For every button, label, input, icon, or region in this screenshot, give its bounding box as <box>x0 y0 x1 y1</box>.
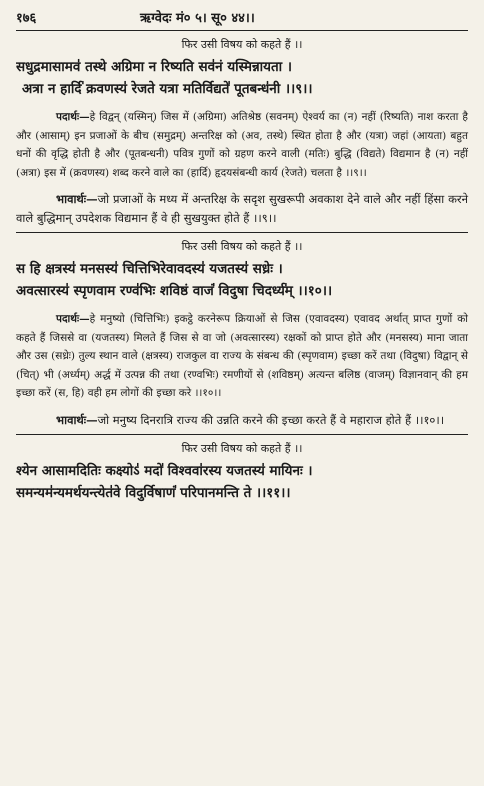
padartha-paragraph <box>16 108 468 182</box>
section-rule <box>16 434 468 435</box>
mantra-line: श्येन आसामदितिः कक्ष्योऽ॑ मदो॑ विश्ववा॑रस्य यजतस्य॑ मायिनः । <box>16 462 313 479</box>
mantra-line: अवत्सारस्य॑ स्पृणवाम रण्व॑भिः शविष्ठं वाजं॑ विदुषा चिदर्ध्य॑म् ।।१०।। <box>16 283 333 299</box>
padartha-text: हे विद्वन् (यस्मिन्) जिस में (अग्रिमा) अतिश्रेष्ठ (सवनम्) ऐश्वर्य का (न) नहीं (रिष्यति) नाश करता है और (आसाम्) इन प्रजाओं के बीच (समुद्रम्) अन्तरिक्ष को (अव, तस्थे) स्थित होता है और (यत्रा) जहां (आयता) बहुत धनों की वृद्धि होती है और (पूतबन्धनी) पवित्र गुणों को ग्रहण करने वाली (मतिः) बुद्धि (विद्यते) विद्यमान है (न) नहीं (अत्रा) इस में (क्रवणस्य) शब्द करने वाले का (हार्दि) हृदयसंबन्धी कार्य (रेजते) चलता है ।।९।। <box>16 111 468 179</box>
padartha-paragraph <box>16 310 468 403</box>
mantra-line: सधुद्रमासामव॑ तस्थे अग्रिमा न रिष्यति सव॑नं यस्मिन्नायता । <box>16 59 292 75</box>
header-rule <box>16 30 468 31</box>
bhavartha-label: भावार्थः— <box>56 412 98 427</box>
section-rule <box>16 232 468 233</box>
section-heading: फिर उसी विषय को कहते हैं ।। <box>181 441 303 455</box>
padartha-label: पदार्थः— <box>56 111 90 123</box>
running-title: ऋग्वेदः मं० ५। सू० ४४।। <box>140 11 255 26</box>
section-heading: फिर उसी विषय को कहते हैं ।। <box>181 38 303 51</box>
mantra-line: स हि क्षत्रस्य॑ मनसस्य॑ चित्तिभिरेवावदस्य॑ यजतस्य॑ सध्रेः । <box>16 261 283 277</box>
page-number: १७६ <box>16 11 37 26</box>
bhavartha-paragraph <box>16 190 468 228</box>
padartha-label: पदार्थः— <box>56 313 90 325</box>
padartha-text: हे मनुष्यो (चित्तिभिः) इकट्ठे करनेरूप क्रियाओं से जिस (एवावदस्य) एवावद अर्थात् प्राप्त गुणों को कहते हैं जिससे वा (यजतस्य) मिलते हैं जिस से वा जो (अवत्सारस्य) रक्षकों को प्राप्त होते और (मनसस्य) माना जाता और उस (सध्रेः) तुल्य स्थान वाले (क्षत्रस्य) राजकुल वा राज्य के संबन्ध की (स्पृणवाम) इच्छा करें तथा (विदुषा) विद्वान् से (चित्) भी (अर्ध्यम्) अर्द्ध में उत्पन्न की तथा (रण्वभिः) रमणीयों से (शविष्ठम्) अत्यन्त बलिष्ठ (वाजम्) विज्ञानवान् की हम इच्छा करें (स, हि) वही हम लोगों की इच्छा करे ।।१०।। <box>16 313 468 399</box>
bhavartha-label: भावार्थः— <box>56 192 98 206</box>
bhavartha-text: जो प्रजाओं के मध्य में अन्तरिक्ष के सदृश सुखरूपी अवकाश देने वाले और नहीं हिंसा करने वाले बुद्धिमान् उपदेशक विद्यमान हैं वे ही सुखयुक्त होते हैं ।।९।। <box>16 192 468 225</box>
mantra-line: अत्रा न हार्दि॑ क्रवणस्य॑ रेजते यत्रा मतिर्विद्यते॑ पूतबन्ध॑नी ।।९।। <box>22 81 313 97</box>
bhavartha-paragraph <box>16 411 468 430</box>
page-header <box>16 8 468 26</box>
mantra-line: समन्यम॑न्यमर्थयन्त्येत॑वे विदुर्विषाणं॑ परिपानमन्ति ते ।।११।। <box>16 484 291 501</box>
bhavartha-text: जो मनुष्य दिनरात्रि राज्य की उन्नति करने की इच्छा करते हैं वे महाराज होते हैं ।।१०।। <box>97 412 445 427</box>
section-heading: फिर उसी विषय को कहते हैं ।। <box>181 240 303 253</box>
